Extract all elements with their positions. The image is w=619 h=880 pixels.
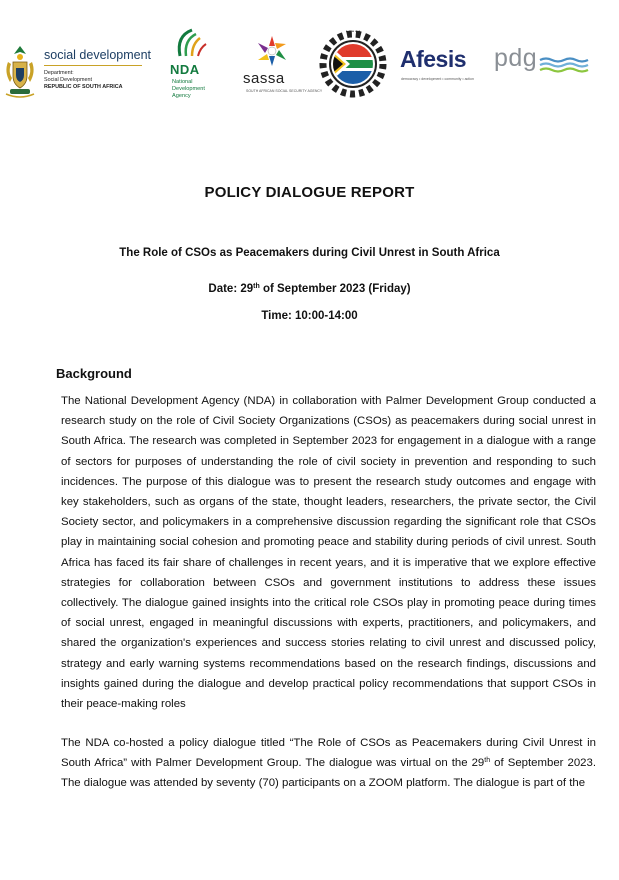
report-date	[0, 283, 619, 295]
partner-logos	[0, 20, 619, 110]
afesis-logo-tagline: democracy • development • community • action	[401, 77, 474, 81]
report-date-sup: th	[253, 283, 260, 290]
dsd-logo	[2, 40, 152, 102]
paragraph-2-part2: of September 2023. The dialogue was attended by seventy (70) participants on a ZOOM platform. The dialogue is part of the	[61, 757, 597, 790]
dsd-logo-line1: Department:	[44, 70, 74, 76]
background-paragraph-2	[61, 733, 596, 794]
nda-logo-name: NDA	[170, 62, 200, 77]
nda-logo-line3: Agency	[172, 93, 191, 99]
report-date-suffix: of September 2023 (Friday)	[259, 283, 411, 295]
report-title: POLICY DIALOGUE REPORT	[204, 184, 415, 201]
nda-swirl-icon	[172, 26, 212, 60]
background-paragraph-1: The National Development Agency (NDA) in collaboration with Palmer Development Group conducted a research study on the role of Civil Society Organizations (CSOs) as peacemakers during social unrest in South Africa. The research was completed in September 2023 for engagement in a dialogue with a range of sectors for purposes of understanding the role of civil society in prevention and responding to such incidences. The purpose of this dialogue was to present the research study outcomes and engage with key stakeholders, such as organs of the state, thought leaders, researchers, the private sector, the Civil Society sector, and policymakers in a comprehensive discussion regarding the significant role that CSOs play in maintaining social cohesion and promoting peace and stability during periods of civil unrest. South Africa has faced its fair share of challenges in recent years, and it is imperative that we explore effective strategies for collaboration between CSOs and government institutions to address these issues collectively. The dialogue gained insights into the critical role CSOs play in promoting peace during times of social unrest, engaged in meaningful discussions with experts, practitioners, and policymakers, and shared the organization's experiences and success stories relating to civil unrest and discussed policy, strategy and early warning systems recommendations based on the research findings, discussions and insights gained during the dialogue and develop practical policy recommendations that support CSOs in their peace-making roles	[61, 395, 596, 711]
afesis-logo-name: Afesis	[400, 46, 467, 72]
report-date-prefix: Date: 29	[208, 283, 254, 295]
paragraph-2-part1: The NDA co-hosted a policy dialogue titled “The Role of CSOs as Peacemakers during Civil Unrest in South Africa” with Palmer Development Group. The dialogue was virtual on the 29	[61, 737, 596, 770]
section-heading-background: Background	[56, 366, 132, 381]
sassa-star-icon	[252, 34, 292, 68]
nda-logo-line1: National	[172, 79, 193, 85]
dsd-logo-rule	[44, 65, 142, 66]
sassa-logo	[240, 34, 323, 104]
pdg-logo	[494, 44, 596, 78]
sassa-logo-tagline: SOUTH AFRICAN SOCIAL SECURITY AGENCY	[246, 89, 323, 93]
pdg-logo-name: pdg	[494, 44, 538, 72]
dsd-logo-line3: REPUBLIC OF SOUTH AFRICA	[44, 84, 123, 90]
nda-logo-line2: Development	[172, 86, 205, 92]
dsd-logo-line2: Social Development	[44, 77, 92, 83]
dsd-logo-name: social development	[44, 48, 152, 62]
flag-cog-icon	[318, 26, 388, 104]
report-subtitle: The Role of CSOs as Peacemakers during Civil Unrest in South Africa	[119, 247, 500, 259]
sassa-logo-name: sassa	[243, 70, 285, 87]
report-time: Time: 10:00-14:00	[261, 310, 358, 322]
afesis-logo	[400, 46, 480, 86]
flag-cog-logo	[318, 26, 388, 104]
paragraph-2-sup: th	[484, 757, 491, 765]
svg-text:• • • • •: • • • • •	[345, 29, 361, 35]
pdg-wave-icon	[538, 56, 592, 74]
nda-logo	[166, 26, 222, 112]
coat-of-arms-icon	[2, 42, 38, 100]
